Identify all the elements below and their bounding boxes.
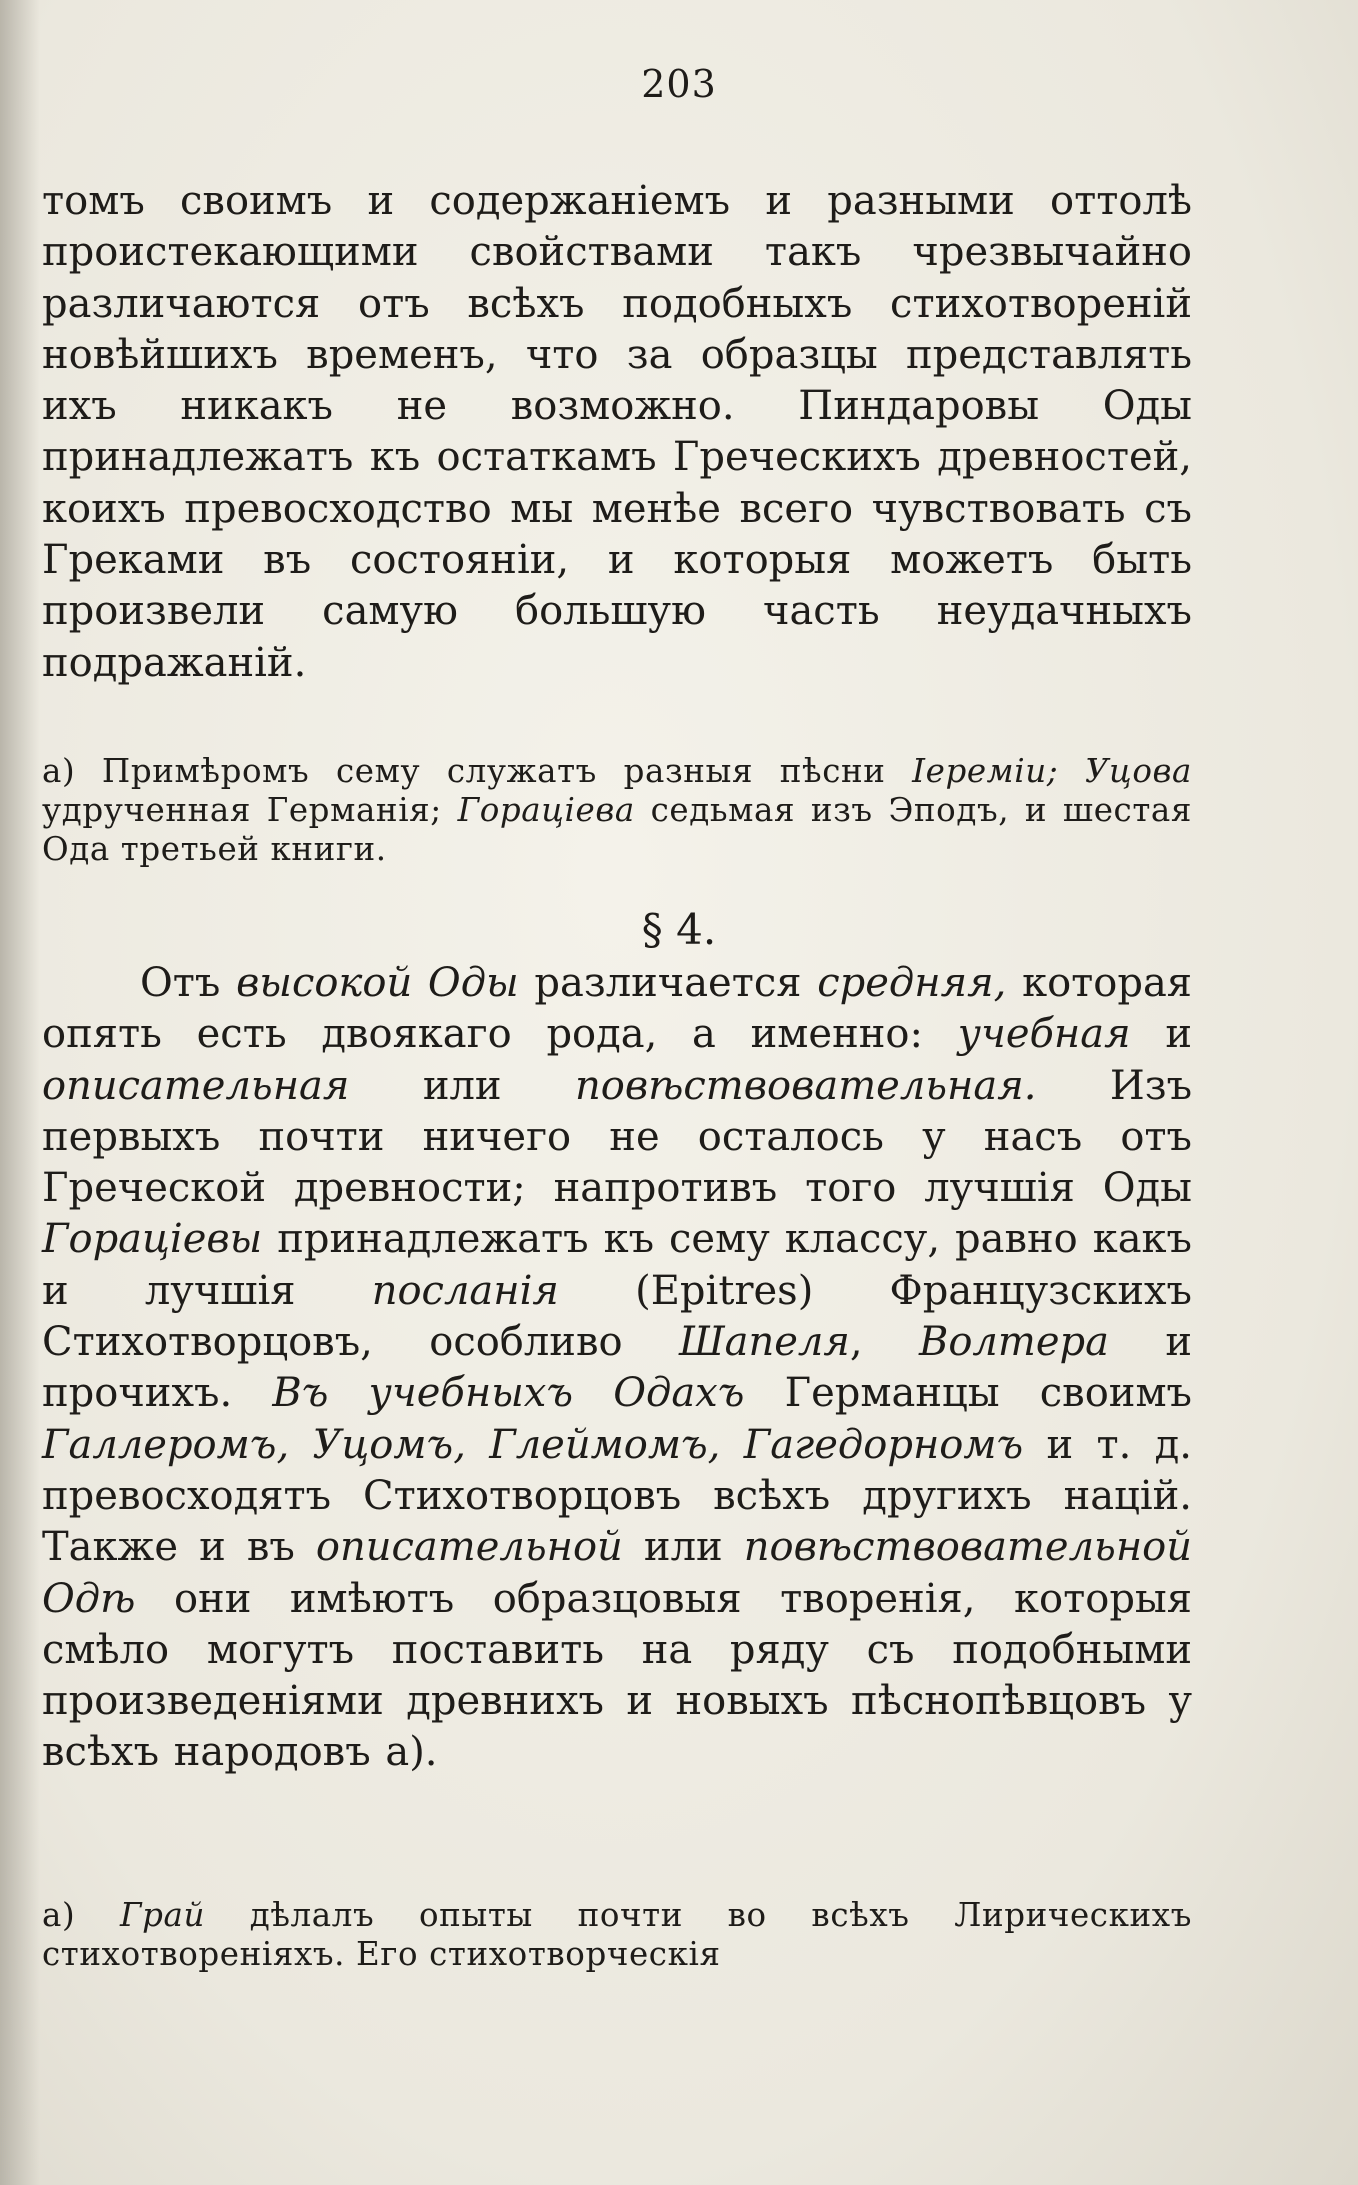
footnote-block-2 <box>42 1896 1192 1974</box>
paragraph-2 <box>42 958 1192 1779</box>
italic-term: Въ учебныхъ Одахъ <box>272 1370 745 1417</box>
italic-term: повѣствовательная. <box>574 1062 1037 1109</box>
section-4-body <box>42 958 1192 1779</box>
italic-term: посланія <box>371 1267 559 1314</box>
paragraph-1: томъ своимъ и содержаніемъ и разными оттолѣ проистекающими свойствами такъ чрезвычайно различаются отъ всѣхъ подобныхъ стихотвореній новѣйшихъ временъ, что за образцы представлять ихъ никакъ не возможно. Пиндаровы Оды принадлежатъ къ остаткамъ Греческихъ древностей, коихъ превосходство мы менѣе всего чувствовать съ Греками въ состояніи, и которыя можетъ быть произвели самую большую часть неудачныхъ подражаній. <box>42 178 1192 686</box>
italic-term: описательная <box>42 1062 350 1109</box>
footnote-text: седьмая изъ Эподъ, и шестая Ода третьей книги. <box>42 791 1193 868</box>
paragraph-continuation <box>42 176 1192 689</box>
text: , <box>849 1319 863 1366</box>
text: Германцы своимъ <box>784 1370 1193 1417</box>
text: принадлежатъ къ сему классу, равно какъ и лучшія <box>42 1216 1193 1314</box>
text: которая опять есть двоякаго рода, а именно: <box>42 960 1193 1058</box>
text: и <box>1165 1011 1193 1058</box>
footnote-block-1 <box>42 752 1192 869</box>
italic-term: повѣствовательной Одѣ <box>42 1524 1193 1622</box>
text: (Epitres) Французскихъ Стихотворцовъ, особливо <box>42 1267 1192 1366</box>
italic-name: Волтера <box>918 1319 1109 1366</box>
page-binding-shadow <box>0 0 40 2185</box>
footnote-text: дѣлалъ опыты почти во всѣхъ Лирическихъ стихотвореніяхъ. Его стихотворческія <box>42 1896 1192 1973</box>
text: Отъ <box>140 960 221 1006</box>
footnote-1 <box>42 752 1192 869</box>
italic-term: высокой Оды <box>236 960 519 1006</box>
footnote-italic-name: Грай <box>119 1896 205 1934</box>
italic-name: Шапеля <box>678 1319 850 1366</box>
footnote-italic-name: Уцова <box>1084 752 1192 790</box>
section-heading: § 4. <box>641 905 717 954</box>
italic-name: Галлеромъ, Уцомъ, Глеймомъ, Гагедорномъ <box>42 1421 1024 1468</box>
text: они имѣютъ образцовыя творенія, которыя смѣло могутъ поставить на ряду съ подобными произведеніями древнихъ и новыхъ пѣснопѣвцовъ у всѣхъ народовъ а). <box>42 1575 1192 1776</box>
footnote-text: удрученная Германія; <box>42 791 442 829</box>
footnote-italic-name: Іереміи; <box>912 752 1059 790</box>
italic-term: Гораціевы <box>42 1216 263 1263</box>
italic-term: учебная <box>957 1011 1131 1058</box>
text: или <box>643 1524 723 1571</box>
text: различается <box>534 960 802 1006</box>
text: и прочихъ. <box>42 1319 1193 1417</box>
text: или <box>422 1062 502 1109</box>
italic-term: описательной <box>315 1524 623 1571</box>
footnote-marker: а) <box>42 752 76 790</box>
text: и т. д. превосходятъ Стихотворцовъ всѣхъ другихъ націй. Также и въ <box>42 1421 1192 1571</box>
text: Изъ первыхъ почти ничего не осталось у насъ отъ Греческой древности; напротивъ того лучшія Оды <box>42 1062 1193 1212</box>
footnote-2 <box>42 1896 1192 1974</box>
italic-term: средняя, <box>817 960 1007 1006</box>
footnote-text: Примѣромъ сему служатъ разныя пѣсни <box>101 752 886 790</box>
footnote-marker: а) <box>42 1896 76 1934</box>
footnote-italic-name: Гораціева <box>457 791 635 829</box>
page-number: 203 <box>641 62 717 106</box>
